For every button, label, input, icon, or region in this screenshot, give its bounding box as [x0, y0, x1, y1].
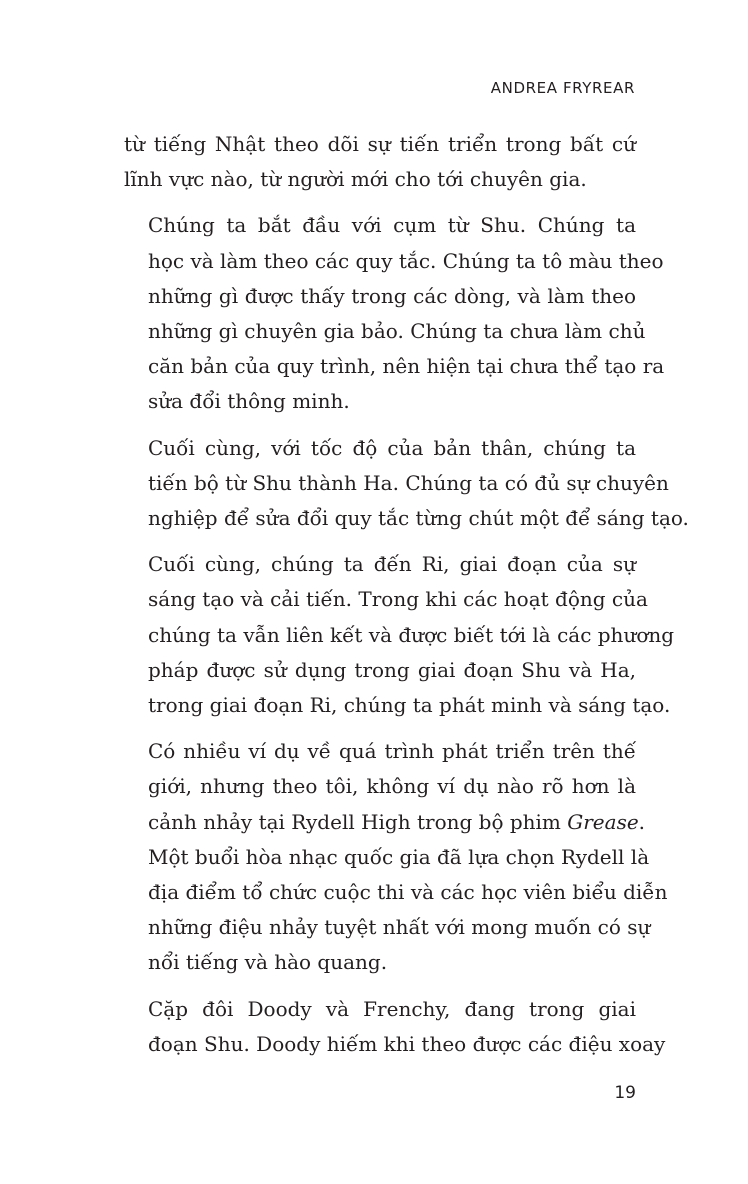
paragraph-6 [124, 992, 666, 1062]
paragraph-1 [124, 127, 636, 197]
paragraph-4 [124, 547, 675, 723]
text-line: căn bản của quy trình, nên hiện tại chưa thể tạo ra [148, 354, 665, 379]
text-line: nổi tiếng và hào quang. [148, 950, 388, 975]
paragraph-2 [124, 208, 665, 419]
text-line: những gì được thấy trong các dòng, và làm theo [148, 283, 636, 308]
text-line: Một buổi hòa nhạc quốc gia đã lựa chọn Rydell là [148, 844, 650, 869]
text-line: Cặp đôi Doody và Frenchy, đang trong giai [148, 996, 636, 1021]
text-line: những điệu nhảy tuyệt nhất với mong muốn có sự [148, 915, 651, 940]
text-line: pháp được sử dụng trong giai đoạn Shu và Ha, [148, 657, 636, 682]
text-line: Cuối cùng, chúng ta đến Ri, giai đoạn của sự [148, 552, 636, 577]
text-fragment: cảnh nhảy tại Rydell High trong bộ phim [148, 809, 568, 834]
text-line: chúng ta vẫn liên kết và được biết tới là các phương [148, 622, 675, 647]
text-line: Chúng ta bắt đầu với cụm từ Shu. Chúng ta [148, 213, 636, 238]
text-line: những gì chuyên gia bảo. Chúng ta chưa làm chủ [148, 319, 646, 344]
text-line: lĩnh vực nào, từ người mới cho tới chuyên gia. [124, 167, 587, 192]
text-line: tiến bộ từ Shu thành Ha. Chúng ta có đủ sự chuyên [148, 470, 669, 495]
film-title: Grease [567, 809, 639, 834]
page-number: 19 [614, 1083, 636, 1103]
text-line: đoạn Shu. Doody hiếm khi theo được các điệu xoay [148, 1031, 666, 1056]
text-line-with-film-title [124, 805, 646, 840]
text-line: Cuối cùng, với tốc độ của bản thân, chúng ta [148, 435, 636, 460]
paragraph-5 [124, 734, 668, 980]
text-line: học và làm theo các quy tắc. Chúng ta tô màu theo [148, 248, 664, 273]
text-line: nghiệp để sửa đổi quy tắc từng chút một để sáng tạo. [148, 506, 689, 531]
text-line: sáng tạo và cải tiến. Trong khi các hoạt động của [148, 587, 648, 612]
text-line: trong giai đoạn Ri, chúng ta phát minh và sáng tạo. [148, 693, 671, 718]
text-line: giới, nhưng theo tôi, không ví dụ nào rõ hơn là [148, 774, 636, 799]
text-line: địa điểm tổ chức cuộc thi và các học viên biểu diễn [148, 880, 668, 905]
text-line: sửa đổi thông minh. [148, 389, 350, 414]
body-text [124, 127, 689, 1073]
running-head-author: ANDREA FRYREAR [490, 79, 635, 97]
text-line: từ tiếng Nhật theo dõi sự tiến triển trong bất cứ [124, 132, 636, 156]
text-fragment: . [638, 809, 646, 834]
paragraph-3 [124, 431, 689, 537]
text-line: Có nhiều ví dụ về quá trình phát triển trên thế [148, 739, 636, 764]
